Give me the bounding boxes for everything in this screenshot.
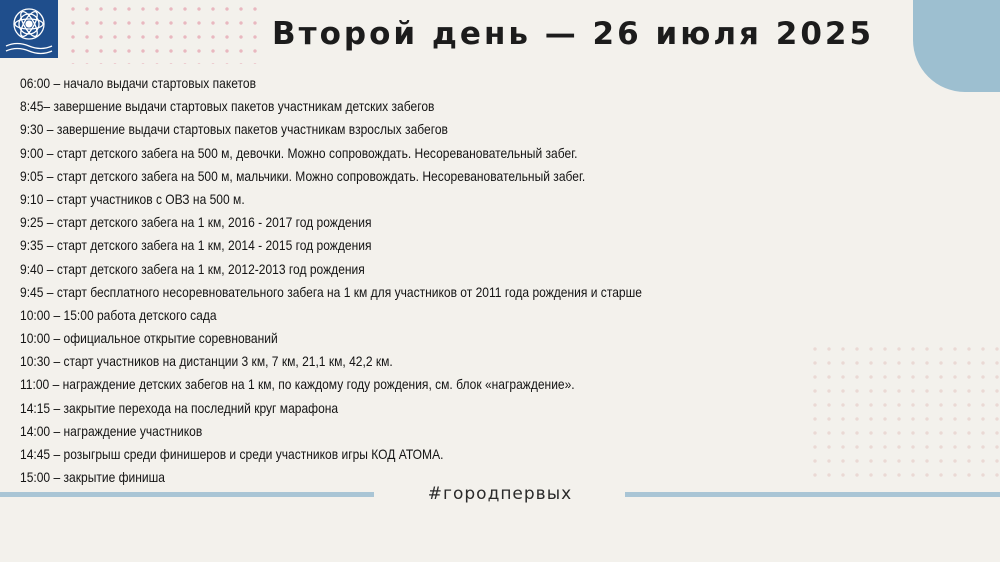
schedule-item: 14:15 – закрытие перехода на последний круг марафона	[20, 399, 339, 416]
footer-divider-right	[625, 492, 1000, 497]
schedule-item: 06:00 – начало выдачи стартовых пакетов	[20, 75, 257, 91]
schedule-item: 14:45 – розыгрыш среди финишеров и среди участников игры КОД АТОМА.	[20, 446, 444, 462]
schedule-item: 9:10 – старт участников с ОВЗ на 500 м.	[20, 190, 245, 207]
schedule-item: 9:05 – старт детского забега на 500 м, мальчики. Можно сопровождать. Несоревановательный забег.	[20, 167, 586, 184]
schedule-item: 9:35 – старт детского забега на 1 км, 2014 - 2015 год рождения	[20, 237, 372, 254]
schedule-item: 10:00 – 15:00 работа детского сада	[20, 306, 217, 323]
schedule-item: 14:00 – награждение участников	[20, 422, 203, 439]
schedule-item: 11:00 – награждение детских забегов на 1 км, по каждому году рождения, см. блок «награждение».	[20, 376, 575, 393]
schedule-item: 15:00 – закрытие финиша	[20, 469, 166, 486]
decorative-dots-top	[66, 2, 266, 64]
decorative-blob	[913, 0, 1000, 92]
page-title: Второй день — 26 июля 2025	[272, 16, 875, 52]
schedule-list	[20, 72, 780, 489]
logo-icon	[0, 0, 58, 58]
schedule-item: 9:00 – старт детского забега на 500 м, девочки. Можно сопровождать. Несоревановательный забег.	[20, 144, 578, 161]
footer-hashtag: #городпервых	[427, 484, 573, 504]
schedule-item: 10:30 – старт участников на дистанции 3 км, 7 км, 21,1 км, 42,2 км.	[20, 353, 393, 370]
schedule-item: 9:30 – завершение выдачи стартовых пакетов участникам взрослых забегов	[20, 121, 448, 138]
decorative-dots-right	[808, 342, 1000, 482]
schedule-item: 8:45– завершение выдачи стартовых пакетов участникам детских забегов	[20, 98, 435, 115]
schedule-item: 9:40 – старт детского забега на 1 км, 2012-2013 год рождения	[20, 260, 365, 277]
schedule-item: 10:00 – официальное открытие соревнований	[20, 330, 278, 347]
schedule-item: 9:25 – старт детского забега на 1 км, 2016 - 2017 год рождения	[20, 214, 372, 231]
schedule-item: 9:45 – старт бесплатного несоревновательного забега на 1 км для участников от 2011 года рождения и старше	[20, 283, 642, 300]
